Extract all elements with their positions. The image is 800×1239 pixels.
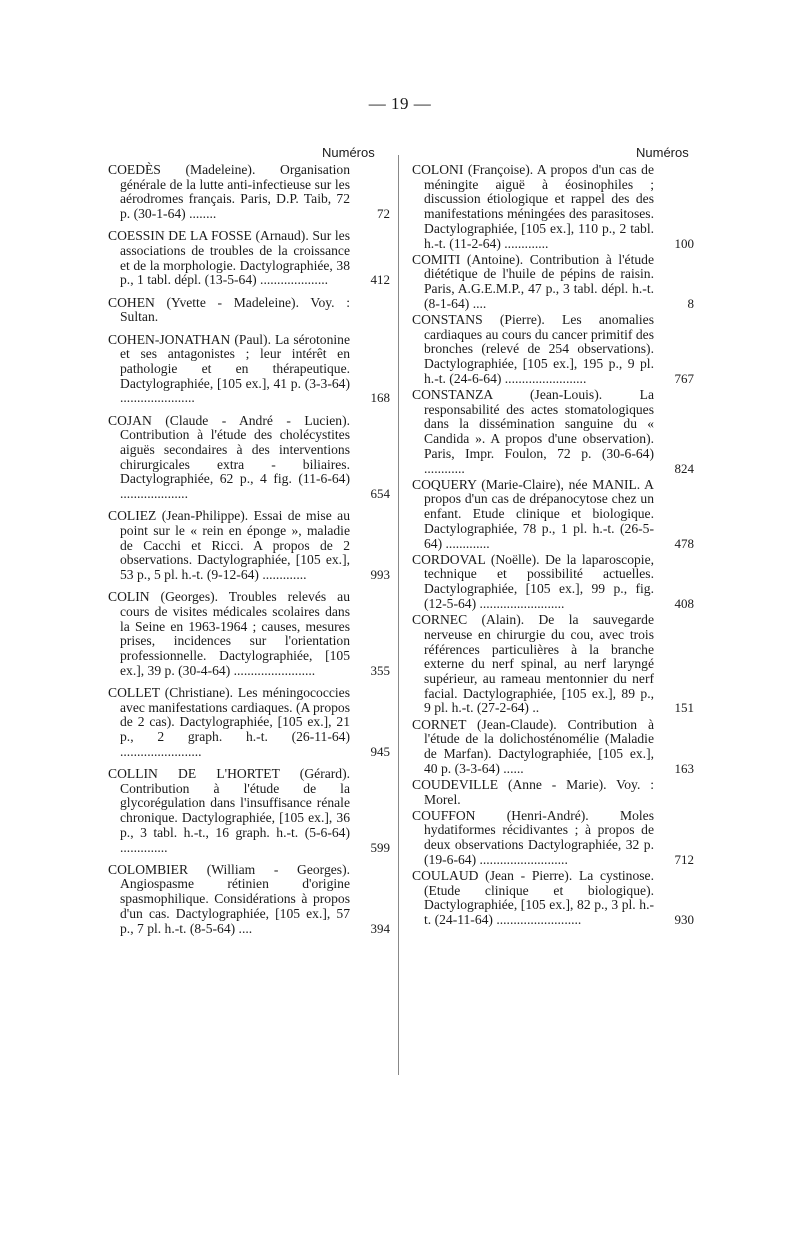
entry-number: 599 [370, 839, 390, 855]
entry-text: COEDÈS (Madeleine). Organisation générale de la lutte anti-infectieuse sur les aérodromes français. Paris, D.P. Taib, 72 p. (30-1-64) ........ [108, 162, 350, 222]
entry-number: 163 [674, 760, 694, 776]
entry-number: 767 [674, 370, 694, 386]
entry-text: COLLET (Christiane). Les méningococcies avec manifestations cardiaques. (A propos de 2 cas). Dactylographiée, [105 ex.], 21 p., 2 graph. h.-t. (26-11-64) ........................ [108, 685, 350, 759]
thesis-entry [412, 809, 694, 868]
entry-number: 8 [687, 295, 694, 311]
entry-number: 824 [674, 460, 694, 476]
entry-text: COLIN (Georges). Troubles relevés au cours de visites médicales scolaires dans la Seine en 1963-1964 ; causes, mesures prises, incidences sur l'orientation professionnelle. Dactylographiée, [105 ex.], 39 p. (30-4-64) ........................ [108, 589, 350, 678]
entry-number: 168 [370, 390, 390, 406]
entry-text: COMITI (Antoine). Contribution à l'étude diététique de l'huile de pépins de raisin. Paris, A.G.E.M.P., 47 p., 3 tabl. dépl. h.-t. (8-1-64) .... [412, 251, 654, 311]
thesis-entry [412, 478, 694, 552]
entry-text: COLLIN DE L'HORTET (Gérard). Contribution à l'étude de la glycorégulation dans l'insuffisance rénale chronique. Dactylographiée, [105 ex.], 36 p., 3 tabl. h.-t., 16 graph. h.-t. (5-6-64) .............. [108, 766, 350, 855]
entry-text: CORNEC (Alain). De la sauvegarde nerveuse en chirurgie du cou, avec trois références particulières à la branche externe du nerf spinal, au nerf laryngé supérieur, au rameau mentonnier du nerf facial. Dactylographiée, [105 ex.], 89 p., 9 pl. h.-t. (27-2-64) .. [412, 612, 654, 716]
right-column [412, 163, 694, 929]
entry-number: 654 [370, 486, 390, 502]
column-divider [398, 155, 399, 1075]
thesis-entry [108, 590, 390, 678]
thesis-entry [108, 163, 390, 222]
page-number: — 19 — [368, 94, 432, 113]
entry-text: COUDEVILLE (Anne - Marie). Voy. : Morel. [412, 776, 654, 807]
entry-text: CONSTANZA (Jean-Louis). La responsabilité des actes stomatologiques dans la dissémination sanguine du « Candida ». A propos d'une observation). Paris, Impr. Foulon, 72 p. (30-6-64) ............ [412, 387, 654, 476]
entry-number: 408 [674, 595, 694, 611]
entry-text: COLOMBIER (William - Georges). Angiospasme rétinien d'origine spasmophilique. Considérations à propos d'un cas. Dactylographiée, [105 ex.], 57 p., 7 pl. h.-t. (8-5-64) .... [108, 861, 350, 936]
entry-number: 478 [674, 535, 694, 551]
thesis-entry [108, 863, 390, 937]
thesis-entry [108, 414, 390, 502]
thesis-entry [412, 869, 694, 928]
thesis-entry [412, 613, 694, 716]
entry-number: 993 [370, 567, 390, 583]
entry-number: 394 [370, 920, 390, 936]
cross-reference-entry [108, 296, 390, 325]
right-column-header: Numéros [636, 145, 689, 160]
thesis-entry [108, 229, 390, 288]
entry-text: COHEN-JONATHAN (Paul). La sérotonine et ses antagonistes ; leur intérêt en pathologie et en thérapeutique. Dactylographiée, [105 ex.], 41 p. (3-3-64) ...................... [108, 331, 350, 406]
cross-reference-entry [412, 778, 694, 807]
entry-text: CONSTANS (Pierre). Les anomalies cardiaques au cours du cancer primitif des bronches (relevé de 254 observations). Dactylographiée, [105 ex.], 195 p., 9 pl. h.-t. (24-6-64) ........................ [412, 312, 654, 386]
thesis-entry [412, 313, 694, 387]
thesis-entry [108, 509, 390, 583]
entry-text: COULAUD (Jean - Pierre). La cystinose. (Etude clinique et biologique). Dactylographiée, [105 ex.], 82 p., 3 pl. h.-t. (24-11-64) ......................... [412, 868, 654, 928]
left-column-header: Numéros [322, 145, 375, 160]
entry-number: 930 [674, 912, 694, 928]
entry-text: CORNET (Jean-Claude). Contribution à l'étude de la dolichosténomélie (Maladie de Marfan). Dactylographiée, [105 ex.], 40 p. (3-3-64) ...... [412, 716, 654, 776]
entry-number: 72 [377, 206, 390, 222]
thesis-entry [108, 686, 390, 760]
entry-text: COQUERY (Marie-Claire), née MANIL. A propos d'un cas de drépanocytose chez un enfant. Etude clinique et biologique. Dactylographiée, 78 p., 1 pl. h.-t. (26-5-64) ............. [412, 476, 654, 551]
thesis-entry [412, 718, 694, 777]
entry-text: COHEN (Yvette - Madeleine). Voy. : Sultan. [108, 294, 350, 325]
thesis-entry [108, 333, 390, 407]
entry-number: 355 [370, 662, 390, 678]
entry-number: 151 [674, 700, 694, 716]
entry-text: COESSIN DE LA FOSSE (Arnaud). Sur les associations de troubles de la croissance et de la morphologie. Dactylographiée, 38 p., 1 tabl. dépl. (13-5-64) .................... [108, 228, 350, 288]
entry-number: 945 [370, 743, 390, 759]
left-column [108, 163, 390, 944]
entry-number: 412 [370, 272, 390, 288]
entry-number: 712 [674, 851, 694, 867]
thesis-entry [412, 553, 694, 612]
entry-text: CORDOVAL (Noëlle). De la laparoscopie, technique et possibilité actuelles. Dactylographiée, [105 ex.], 99 p., fig. (12-5-64) ......................... [412, 551, 654, 611]
thesis-entry [412, 388, 694, 476]
thesis-entry [412, 253, 694, 312]
entry-text: COJAN (Claude - André - Lucien). Contribution à l'étude des cholécystites aiguës secondaires à des interventions chirurgicales extra - biliaires. Dactylographiée, 62 p., 4 fig. (11-6-64) .................... [108, 412, 350, 502]
entry-text: COLONI (Françoise). A propos d'un cas de méningite aiguë à éosinophiles ; discussion étiologique et rappel des des manifestations méningées des parasitoses. Dactylographiée, [105 ex.], 110 p., 2 tabl. h.-t. (11-2-64) ............. [412, 162, 654, 251]
thesis-entry [412, 163, 694, 251]
entry-text: COLIEZ (Jean-Philippe). Essai de mise au point sur le « rein en éponge », maladie de Cacchi et Ricci. A propos de 2 observations. Dactylographiée, [105 ex.], 53 p., 5 pl. h.-t. (9-12-64) ............. [108, 508, 350, 583]
entry-text: COUFFON (Henri-André). Moles hydatiformes récidivantes ; à propos de deux observations Dactylographiée, 32 p. (19-6-64) .......................... [412, 807, 654, 867]
entry-number: 100 [674, 235, 694, 251]
thesis-entry [108, 767, 390, 855]
